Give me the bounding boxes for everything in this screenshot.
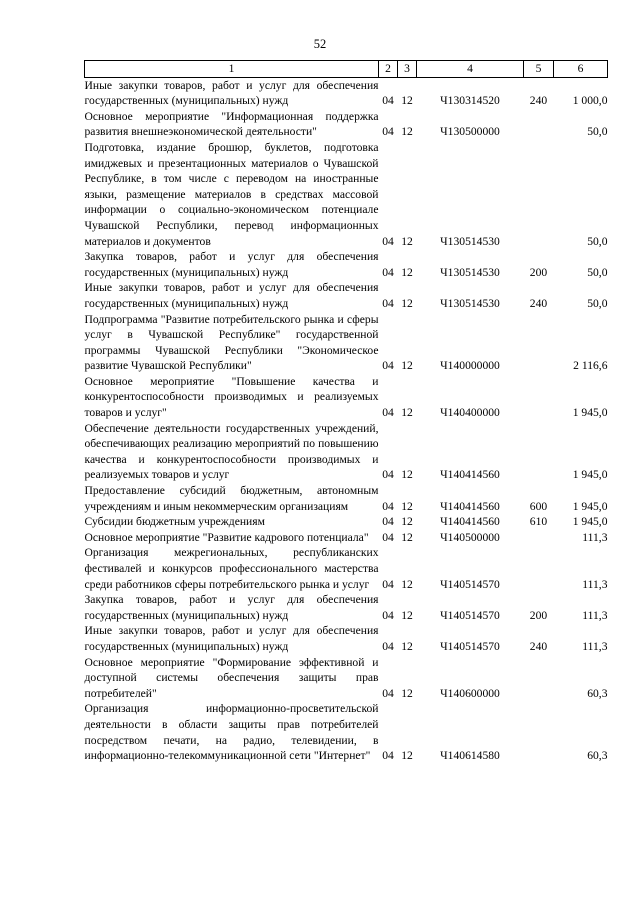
- row-target-article: Ч140414560: [440, 515, 500, 529]
- row-amount: 1 945,0: [572, 468, 608, 482]
- row-name: Подпрограмма "Развитие потребительского рынка и сферы услуг в Чувашской Республике" государственной программы Чувашской Республики "Экономическое развитие Чувашской Республики": [84, 312, 379, 373]
- row-expense-type: 200: [529, 608, 548, 622]
- row-amount: 111,3: [582, 639, 608, 653]
- row-section: 04: [382, 577, 394, 591]
- budget-table: [84, 60, 608, 764]
- table-row: [85, 483, 608, 514]
- row-target-article: Ч140414560: [440, 468, 500, 482]
- table-row: [85, 249, 608, 280]
- row-amount: 111,3: [582, 530, 608, 544]
- row-section: 04: [382, 296, 394, 310]
- header-col-4: 4: [417, 61, 524, 78]
- row-amount: 1 945,0: [572, 515, 608, 529]
- row-section: 04: [382, 499, 394, 513]
- row-amount: 50,0: [587, 125, 608, 139]
- row-expense-type: [524, 701, 554, 763]
- row-name: Иные закупки товаров, работ и услуг для обеспечения государственных (муниципальных) нужд: [84, 624, 379, 653]
- row-amount: 60,3: [587, 686, 608, 700]
- row-name: Организация информационно-просветительской деятельности в области защиты прав потребителей посредством печати, на радио, телевидении, в информационно-телекоммуникационной сети "Интернет": [84, 702, 379, 763]
- row-name: Закупка товаров, работ и услуг для обеспечения государственных (муниципальных) нужд: [84, 250, 379, 279]
- row-section: 04: [382, 608, 394, 622]
- row-name: Основное мероприятие "Развитие кадрового потенциала": [84, 530, 369, 544]
- row-subsection: 12: [401, 468, 413, 482]
- row-section: 04: [382, 639, 394, 653]
- row-section: 04: [382, 686, 394, 700]
- table-row: [85, 545, 608, 592]
- row-subsection: 12: [401, 94, 413, 108]
- row-expense-type: [524, 140, 554, 249]
- row-name: Иные закупки товаров, работ и услуг для обеспечения государственных (муниципальных) нужд: [84, 281, 379, 310]
- row-expense-type: [524, 109, 554, 140]
- row-section: 04: [382, 515, 394, 529]
- row-target-article: Ч140000000: [440, 359, 500, 373]
- row-subsection: 12: [401, 577, 413, 591]
- row-target-article: Ч130514530: [440, 296, 500, 310]
- row-subsection: 12: [401, 265, 413, 279]
- row-amount: 1 945,0: [572, 406, 608, 420]
- row-target-article: Ч140400000: [440, 406, 500, 420]
- row-name: Основное мероприятие "Информационная поддержка развития внешнеэкономической деятельности": [84, 109, 379, 139]
- row-subsection: 12: [401, 499, 413, 513]
- row-expense-type: 600: [529, 499, 548, 513]
- row-expense-type: [524, 374, 554, 421]
- row-expense-type: 240: [529, 296, 548, 310]
- row-name: Организация межрегиональных, республиканских фестивалей и конкурсов профессионального мастерства среди работников сферы потребительского рынка и услуг: [84, 546, 379, 591]
- row-expense-type: 610: [529, 515, 548, 529]
- table-row: [85, 374, 608, 421]
- row-target-article: Ч130514530: [440, 234, 500, 248]
- row-name: Предоставление субсидий бюджетным, автономным учреждениям и иным некоммерческим организациям: [84, 484, 379, 513]
- row-amount: 50,0: [587, 234, 608, 248]
- table-row: [85, 140, 608, 249]
- row-expense-type: [524, 312, 554, 374]
- row-name: Обеспечение деятельности государственных учреждений, обеспечивающих реализацию мероприятий по повышению качества и конкурентоспособности производимых и реализуемых товаров и услуг: [84, 421, 379, 482]
- row-amount: 1 945,0: [572, 499, 608, 513]
- row-name: Подготовка, издание брошюр, буклетов, подготовка имиджевых и презентационных материалов о Чувашской Республике, в том числе с переводом на иностранные языки, размещение материалов в средствах массовой информации о социально-экономическом потенциале Чувашской Республики, перевод информационных материалов и документов: [84, 140, 379, 248]
- row-name: Субсидии бюджетным учреждениям: [84, 515, 265, 529]
- row-amount: 1 000,0: [572, 94, 608, 108]
- row-name: Основное мероприятие "Формирование эффективной и доступной системы обеспечения защиты прав потребителей": [84, 655, 379, 700]
- table-row: [85, 655, 608, 702]
- row-section: 04: [382, 125, 394, 139]
- row-subsection: 12: [401, 515, 413, 529]
- row-subsection: 12: [401, 639, 413, 653]
- row-subsection: 12: [401, 359, 413, 373]
- row-amount: 50,0: [587, 265, 608, 279]
- table-row: [85, 530, 608, 546]
- row-expense-type: [524, 530, 554, 546]
- row-expense-type: [524, 545, 554, 592]
- row-subsection: 12: [401, 234, 413, 248]
- row-target-article: Ч130500000: [440, 125, 500, 139]
- row-expense-type: [524, 421, 554, 483]
- header-col-3: 3: [398, 61, 417, 78]
- header-col-6: 6: [554, 61, 608, 78]
- row-subsection: 12: [401, 406, 413, 420]
- row-section: 04: [382, 530, 394, 544]
- row-subsection: 12: [401, 686, 413, 700]
- row-amount: 2 116,6: [573, 359, 608, 373]
- row-section: 04: [382, 359, 394, 373]
- table-row: [85, 514, 608, 530]
- row-subsection: 12: [401, 608, 413, 622]
- row-section: 04: [382, 94, 394, 108]
- header-col-2: 2: [379, 61, 398, 78]
- row-amount: 50,0: [587, 296, 608, 310]
- row-target-article: Ч140514570: [440, 577, 500, 591]
- row-target-article: Ч140500000: [440, 530, 500, 544]
- row-section: 04: [382, 265, 394, 279]
- row-target-article: Ч140600000: [440, 686, 500, 700]
- header-col-1: 1: [85, 61, 379, 78]
- row-section: 04: [382, 234, 394, 248]
- row-target-article: Ч140514570: [440, 608, 500, 622]
- row-target-article: Ч140414560: [440, 499, 500, 513]
- row-expense-type: 240: [529, 94, 548, 108]
- row-expense-type: 240: [529, 639, 548, 653]
- row-target-article: Ч130314520: [440, 94, 500, 108]
- table-row: [85, 421, 608, 483]
- page-number: 52: [313, 37, 327, 51]
- row-subsection: 12: [401, 125, 413, 139]
- row-target-article: Ч140514570: [440, 639, 500, 653]
- row-section: 04: [382, 406, 394, 420]
- table-row: [85, 592, 608, 623]
- row-subsection: 12: [401, 530, 413, 544]
- row-amount: 60,3: [587, 749, 608, 763]
- row-target-article: Ч140614580: [440, 749, 500, 763]
- row-section: 04: [382, 468, 394, 482]
- table-row: [85, 312, 608, 374]
- row-subsection: 12: [401, 749, 413, 763]
- row-name: Основное мероприятие "Повышение качества и конкурентоспособности производимых и реализуемых товаров и услуг": [84, 374, 379, 420]
- table-row: [85, 701, 608, 763]
- row-amount: 111,3: [582, 608, 608, 622]
- row-name: Иные закупки товаров, работ и услуг для обеспечения государственных (муниципальных) нужд: [84, 78, 379, 108]
- row-section: 04: [382, 749, 394, 763]
- table-header-row: [85, 61, 608, 78]
- table-row: [85, 77, 608, 109]
- row-name: Закупка товаров, работ и услуг для обеспечения государственных (муниципальных) нужд: [84, 593, 379, 622]
- row-subsection: 12: [401, 296, 413, 310]
- table-row: [85, 623, 608, 654]
- table-row: [85, 280, 608, 311]
- row-expense-type: 200: [529, 265, 548, 279]
- header-col-5: 5: [524, 61, 554, 78]
- row-amount: 111,3: [582, 577, 608, 591]
- row-expense-type: [524, 655, 554, 702]
- table-row: [85, 109, 608, 140]
- row-target-article: Ч130514530: [440, 265, 500, 279]
